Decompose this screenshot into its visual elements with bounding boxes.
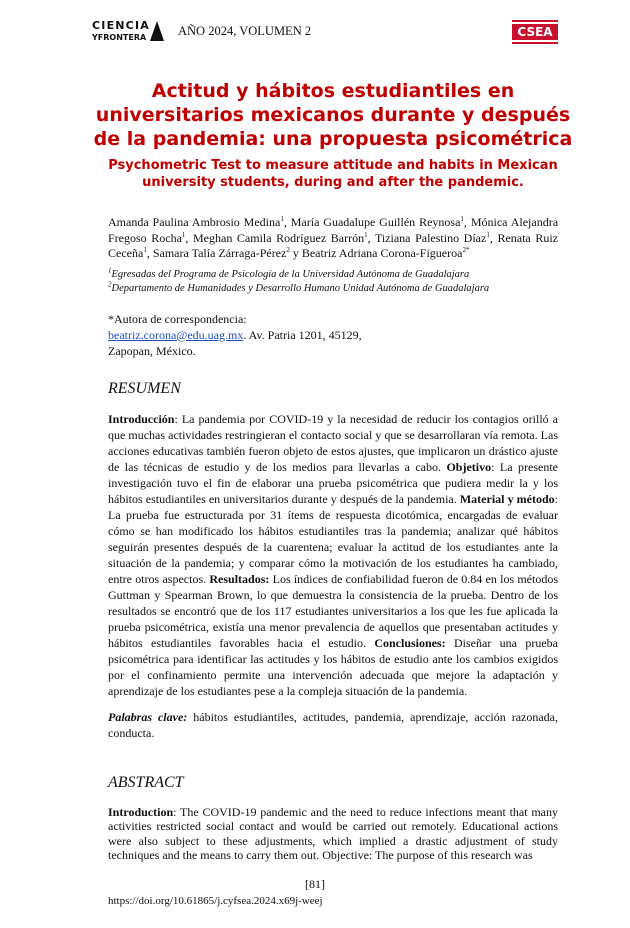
keywords-label: Palabras clave: (108, 709, 188, 724)
csea-badge (512, 20, 558, 44)
correspondence-contact (108, 327, 558, 343)
correspondence (108, 311, 558, 359)
author (291, 215, 471, 229)
author-name: Renata Ruiz Ceceña (108, 230, 559, 260)
page-footer (108, 877, 558, 908)
author-separator: , (283, 215, 291, 229)
author-affil-mark: 1 (143, 246, 147, 254)
author-separator: , (463, 215, 471, 229)
resumen-text-conclusiones: Diseñar una prueba psicométrica para identificar las actitudes y los hábitos de estudio ante los cambios exigidos por el confinamiento permite una intervención adecuada que mejore la adaptación y aprendizaje de los estudiantes pese a la compleja situación de la pandemia. (108, 635, 558, 698)
badge-bottom-bar (512, 42, 558, 44)
resumen-text-introduccion: : La pandemia por COVID-19 y la necesidad de reducir los contagios orilló a que muchas actividades restringieran el contacto social y que se desarrollaran vía remota. Las acciones educativas también fueron objeto de estos ajustes, que implicaron un drástico ajuste de las técnicas de estudio y de los medios para llevarlas a cabo. (108, 411, 558, 474)
author (302, 246, 470, 260)
logo-triangle-icon (150, 21, 164, 41)
author-affil-mark: 2 (286, 246, 290, 254)
resumen-label-objetivo: Objetivo (446, 459, 492, 474)
author-list (108, 215, 558, 262)
resumen-label-introduccion: Introducción (108, 411, 175, 426)
author (375, 231, 497, 245)
abstract-heading: ABSTRACT (108, 773, 184, 791)
author (153, 246, 302, 260)
correspondence-email-link[interactable]: beatriz.corona@edu.uag.mx (108, 327, 244, 342)
logo-line-1: CIENCIA (92, 19, 150, 32)
affiliation-text: Egresadas del Programa de Psicología de la Universidad Autónoma de Guadalajara (111, 268, 470, 280)
correspondence-city: Zapopan, México. (108, 343, 196, 358)
author-separator: , (489, 230, 498, 245)
resumen-text-objetivo: : La presente investigación tuvo el fin de elaborar una prueba psicométrica que pudiera medir la y los hábitos estudiantiles en universitarios durante y después de la pandemia. (108, 459, 558, 506)
affiliation-mark: 1 (108, 266, 112, 274)
author-separator: , (185, 230, 194, 245)
author-name: Amanda Paulina Ambrosio Medina (108, 215, 281, 229)
badge-top-bar (512, 20, 558, 22)
abstract-label-introduction: Introduction (108, 804, 174, 819)
doi-link[interactable]: https://doi.org/10.61865/j.cyfsea.2024.x69j-weej (108, 894, 323, 907)
affiliation-2 (108, 282, 558, 297)
article-title: Actitud y hábitos estudiantiles en universitarios mexicanos durante y después de la pandemia: una propuesta psicométrica (93, 80, 573, 150)
author (108, 215, 291, 229)
keywords-list: hábitos estudiantiles, actitudes, pandemia, aprendizaje, acción razonada, conducta. (108, 709, 559, 740)
keywords (108, 709, 558, 741)
author-affil-mark: 1 (460, 215, 464, 223)
correspondence-address: . Av. Patria 1201, 45129, (243, 327, 362, 342)
abstract-text: : The COVID-19 pandemic and the need to reduce infections meant that many activities restricted social contact and would be carried out remotely. Educational actions were also subject to these adjustments, which implied a drastic adjustment of study techniques and the means to carry them out. Objective: The purpose of this research was (108, 804, 558, 862)
resumen-label-metodo: Material y método (459, 491, 555, 506)
author-affil-mark: 2* (462, 246, 470, 254)
author-affil-mark: 1 (486, 230, 490, 239)
author-separator: y (289, 246, 302, 260)
affiliation-mark: 2 (108, 280, 112, 289)
author-affil-mark: 1 (364, 230, 368, 239)
resumen-paragraph (108, 411, 558, 699)
journal-header (92, 17, 558, 49)
article-subtitle: Psychometric Test to measure attitude and habits in Mexican university students, during and after the pandemic. (108, 158, 558, 190)
resumen-heading: RESUMEN (108, 379, 181, 397)
author-affil-mark: 1 (181, 230, 186, 239)
author-name: María Guadalupe Guillén Reynosa (290, 215, 461, 229)
affiliations (108, 268, 558, 297)
author-name: Beatriz Adriana Corona-Figueroa (301, 246, 463, 260)
author (193, 231, 375, 245)
resumen-text-metodo: : La prueba fue estructurada por 31 ítems de respuesta dicotómica, encargadas de evaluar cómo se han modificado los hábitos estudiantiles tras la pandemia; analizar qué hábitos seguirán presentes después de la cuarentena; evaluar la actitud de los estudiantes ante la situación de la pandemia; y comparar cómo la motivación de los estudiantes ha cambiado, entre otros aspectos. (108, 491, 559, 586)
author-separator: , (367, 230, 375, 245)
affiliation-text: Departamento de Humanidades y Desarrollo Humano Unidad Autónoma de Guadalajara (111, 283, 490, 294)
volume-label: AÑO 2024, VOLUMEN 2 (178, 24, 312, 38)
author-name: Samara Talía Zárraga-Pérez (152, 246, 287, 260)
abstract-paragraph (108, 805, 558, 863)
correspondence-label: *Autora de correspondencia: (108, 311, 247, 326)
resumen-label-resultados: Resultados: (209, 571, 270, 586)
badge-label: CSEA (512, 24, 558, 40)
resumen-label-conclusiones: Conclusiones: (374, 635, 446, 650)
author-affil-mark: 1 (280, 215, 284, 223)
author-name: Mónica Alejandra Fregoso Rocha (108, 215, 559, 245)
journal-logo (92, 19, 164, 47)
page-number: [81] (305, 876, 325, 891)
author-name: Meghan Camila Rodríguez Barrón (193, 230, 365, 245)
author-separator: , (146, 246, 153, 260)
logo-line-2: YFRONTERA (92, 33, 147, 42)
author-name: Tiziana Palestino Díaz (374, 230, 487, 245)
affiliation-1 (108, 268, 558, 283)
resumen-text-resultados: Los índices de confiabilidad fueron de 0.84 en los métodos Guttman y Spearman Brown, lo que demuestra la consistencia de la prueba. Dentro de los resultados se encontró que de los 117 estudiantes universitarios a los que les fue aplicada la prueba psicométrica, existía una menor prevalencia de aquellos que presentaban actitudes y hábitos estudiantiles favorables hacia el estudio. (108, 571, 559, 650)
